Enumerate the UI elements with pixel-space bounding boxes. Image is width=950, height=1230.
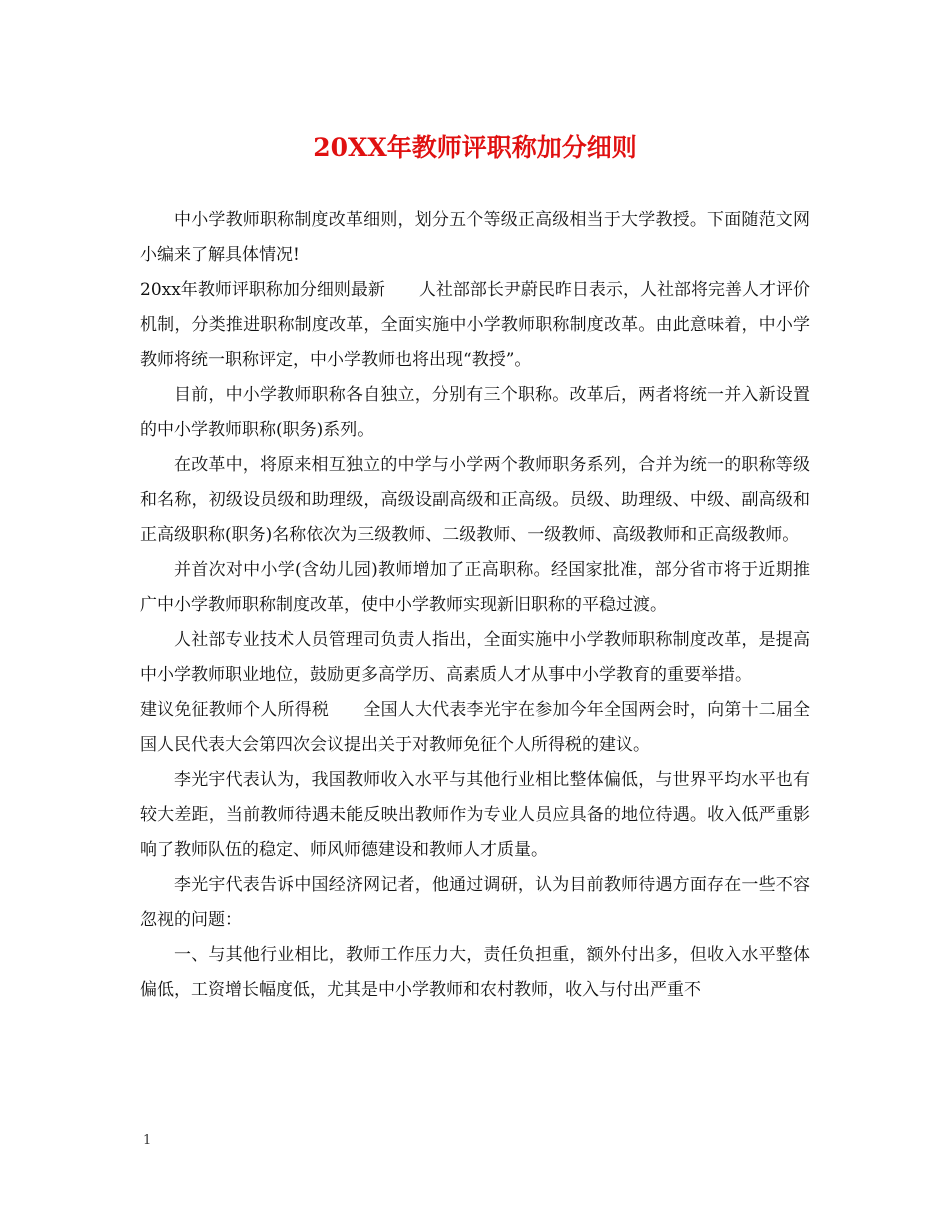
document-body <box>140 203 810 1008</box>
paragraph-tax-exemption: 建议免征教师个人所得税 全国人大代表李光宇在参加今年全国两会时，向第十二届全国人民代表大会第四次会议提出关于对教师免征个人所得税的建议。 <box>140 700 810 755</box>
paragraph-intro: 中小学教师职称制度改革细则，划分五个等级正高级相当于大学教授。下面随范文网小编来了解具体情况! <box>140 210 810 265</box>
page-number: 1 <box>143 1133 152 1148</box>
paragraph-current-titles: 目前，中小学教师职称各自独立，分别有三个职称。改革后，两者将统一并入新设置的中小学教师职称(职务)系列。 <box>140 385 810 440</box>
paragraph-issue-one: 一、与其他行业相比，教师工作压力大，责任负担重，额外付出多，但收入水平整体偏低，工资增长幅度低，尤其是中小学教师和农村教师，收入与付出严重不 <box>140 945 810 1000</box>
paragraph-latest-rules: 20xx年教师评职称加分细则最新 人社部部长尹蔚民昨日表示，人社部将完善人才评价机制，分类推进职称制度改革，全面实施中小学教师职称制度改革。由此意味着，中小学教师将统一职称评定，中小学教师也将出现“教授”。 <box>140 280 810 370</box>
paragraph-survey: 李光宇代表告诉中国经济网记者，他通过调研，认为目前教师待遇方面存在一些不容忽视的问题： <box>140 875 810 930</box>
document-title: 20XX年教师评职称加分细则 <box>313 133 637 162</box>
paragraph-income-level: 李光宇代表认为，我国教师收入水平与其他行业相比整体偏低，与世界平均水平也有较大差距，当前教师待遇未能反映出教师作为专业人员应具备的地位待遇。收入低严重影响了教师队伍的稳定、师风师德建设和教师人才质量。 <box>140 770 810 860</box>
paragraph-official-statement: 人社部专业技术人员管理司负责人指出，全面实施中小学教师职称制度改革，是提高中小学教师职业地位，鼓励更多高学历、高素质人才从事中小学教育的重要举措。 <box>140 630 810 685</box>
paragraph-senior-title: 并首次对中小学(含幼儿园)教师增加了正高职称。经国家批准，部分省市将于近期推广中小学教师职称制度改革，使中小学教师实现新旧职称的平稳过渡。 <box>140 560 810 615</box>
paragraph-reform-levels: 在改革中，将原来相互独立的中学与小学两个教师职务系列，合并为统一的职称等级和名称，初级设员级和助理级，高级设副高级和正高级。员级、助理级、中级、副高级和正高级职称(职务)名称依次为三级教师、二级教师、一级教师、高级教师和正高级教师。 <box>140 455 810 545</box>
